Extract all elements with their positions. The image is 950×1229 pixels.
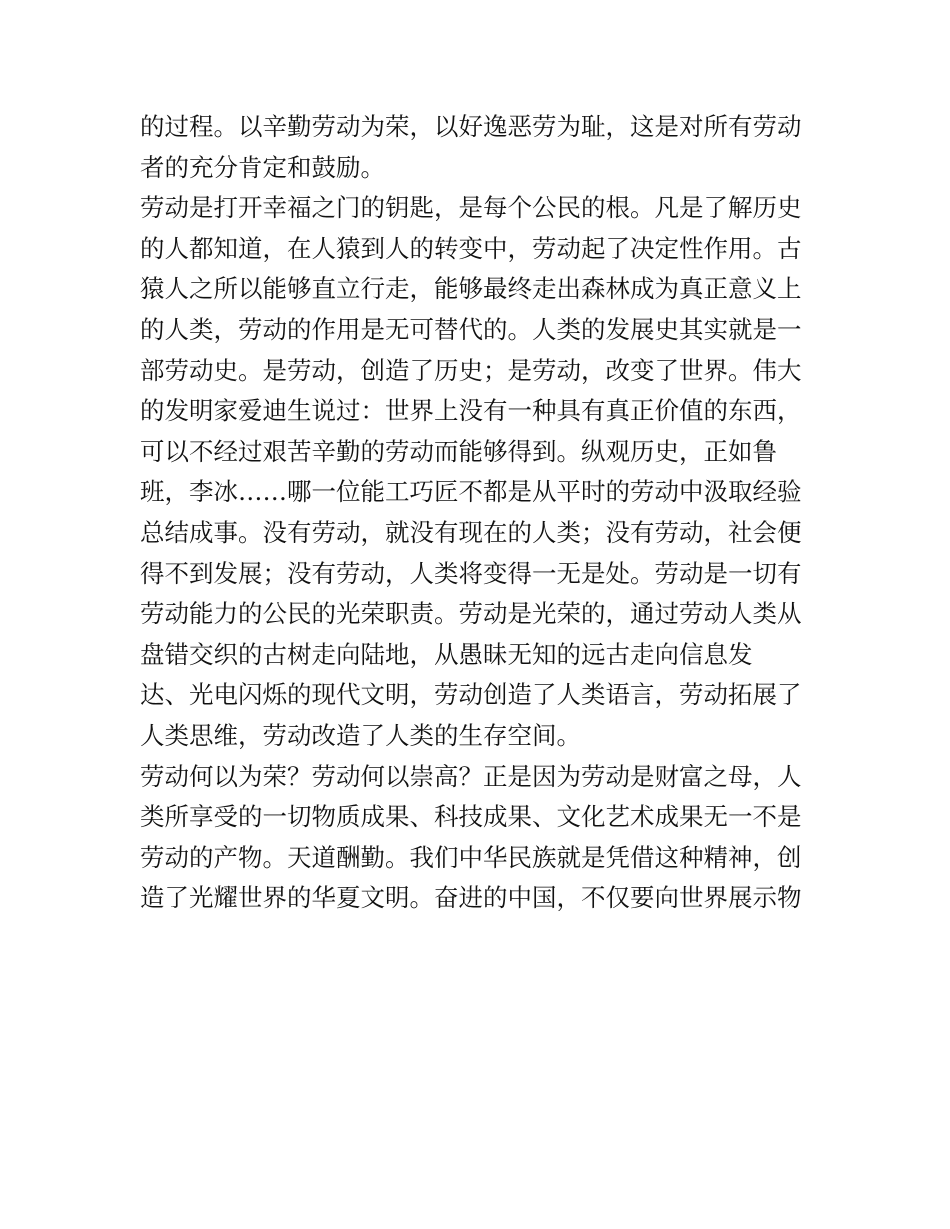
body-text [140,107,830,919]
text-line-16: 人类思维，劳动改造了人类的生存空间。 [140,720,581,750]
text-line-13: 劳动能力的公民的光荣职责。劳动是光荣的，通过劳动人类从 [140,599,802,629]
text-line-15: 达、光电闪烁的现代文明，劳动创造了人类语言，劳动拓展了 [140,680,802,710]
text-line-19: 劳动的产物。天道酬勤。我们中华民族就是凭借这种精神，创 [140,842,802,872]
text-line-8: 的发明家爱迪生说过：世界上没有一种具有真正价值的东西， [140,396,802,426]
text-line-3: 劳动是打开幸福之门的钥匙，是每个公民的根。凡是了解历史 [140,193,802,223]
text-line-2: 者的充分肯定和鼓励。 [140,152,385,182]
text-line-12: 得不到发展；没有劳动，人类将变得一无是处。劳动是一切有 [140,558,802,588]
text-line-20: 造了光耀世界的华夏文明。奋进的中国，不仅要向世界展示物 [140,883,802,913]
text-line-17: 劳动何以为荣？劳动何以崇高？正是因为劳动是财富之母，人 [140,761,802,791]
text-line-4: 的人都知道，在人猿到人的转变中，劳动起了决定性作用。古 [140,233,802,263]
text-line-9: 可以不经过艰苦辛勤的劳动而能够得到。纵观历史，正如鲁 [140,436,777,466]
text-line-11: 总结成事。没有劳动，就没有现在的人类；没有劳动，社会便 [140,517,802,547]
text-line-14: 盘错交织的古树走向陆地，从愚昧无知的远古走向信息发 [140,639,753,669]
text-line-6: 的人类，劳动的作用是无可替代的。人类的发展史其实就是一 [140,314,802,344]
text-line-1: 的过程。以辛勤劳动为荣，以好逸恶劳为耻，这是对所有劳动 [140,112,802,141]
text-line-7: 部劳动史。是劳动，创造了历史；是劳动，改变了世界。伟大 [140,355,802,385]
text-line-18: 类所享受的一切物质成果、科技成果、文化艺术成果无一不是 [140,802,802,832]
text-line-5: 猿人之所以能够直立行走，能够最终走出森林成为真正意义上 [140,274,802,304]
text-line-10: 班，李冰……哪一位能工巧匠不都是从平时的劳动中汲取经验 [140,477,802,507]
